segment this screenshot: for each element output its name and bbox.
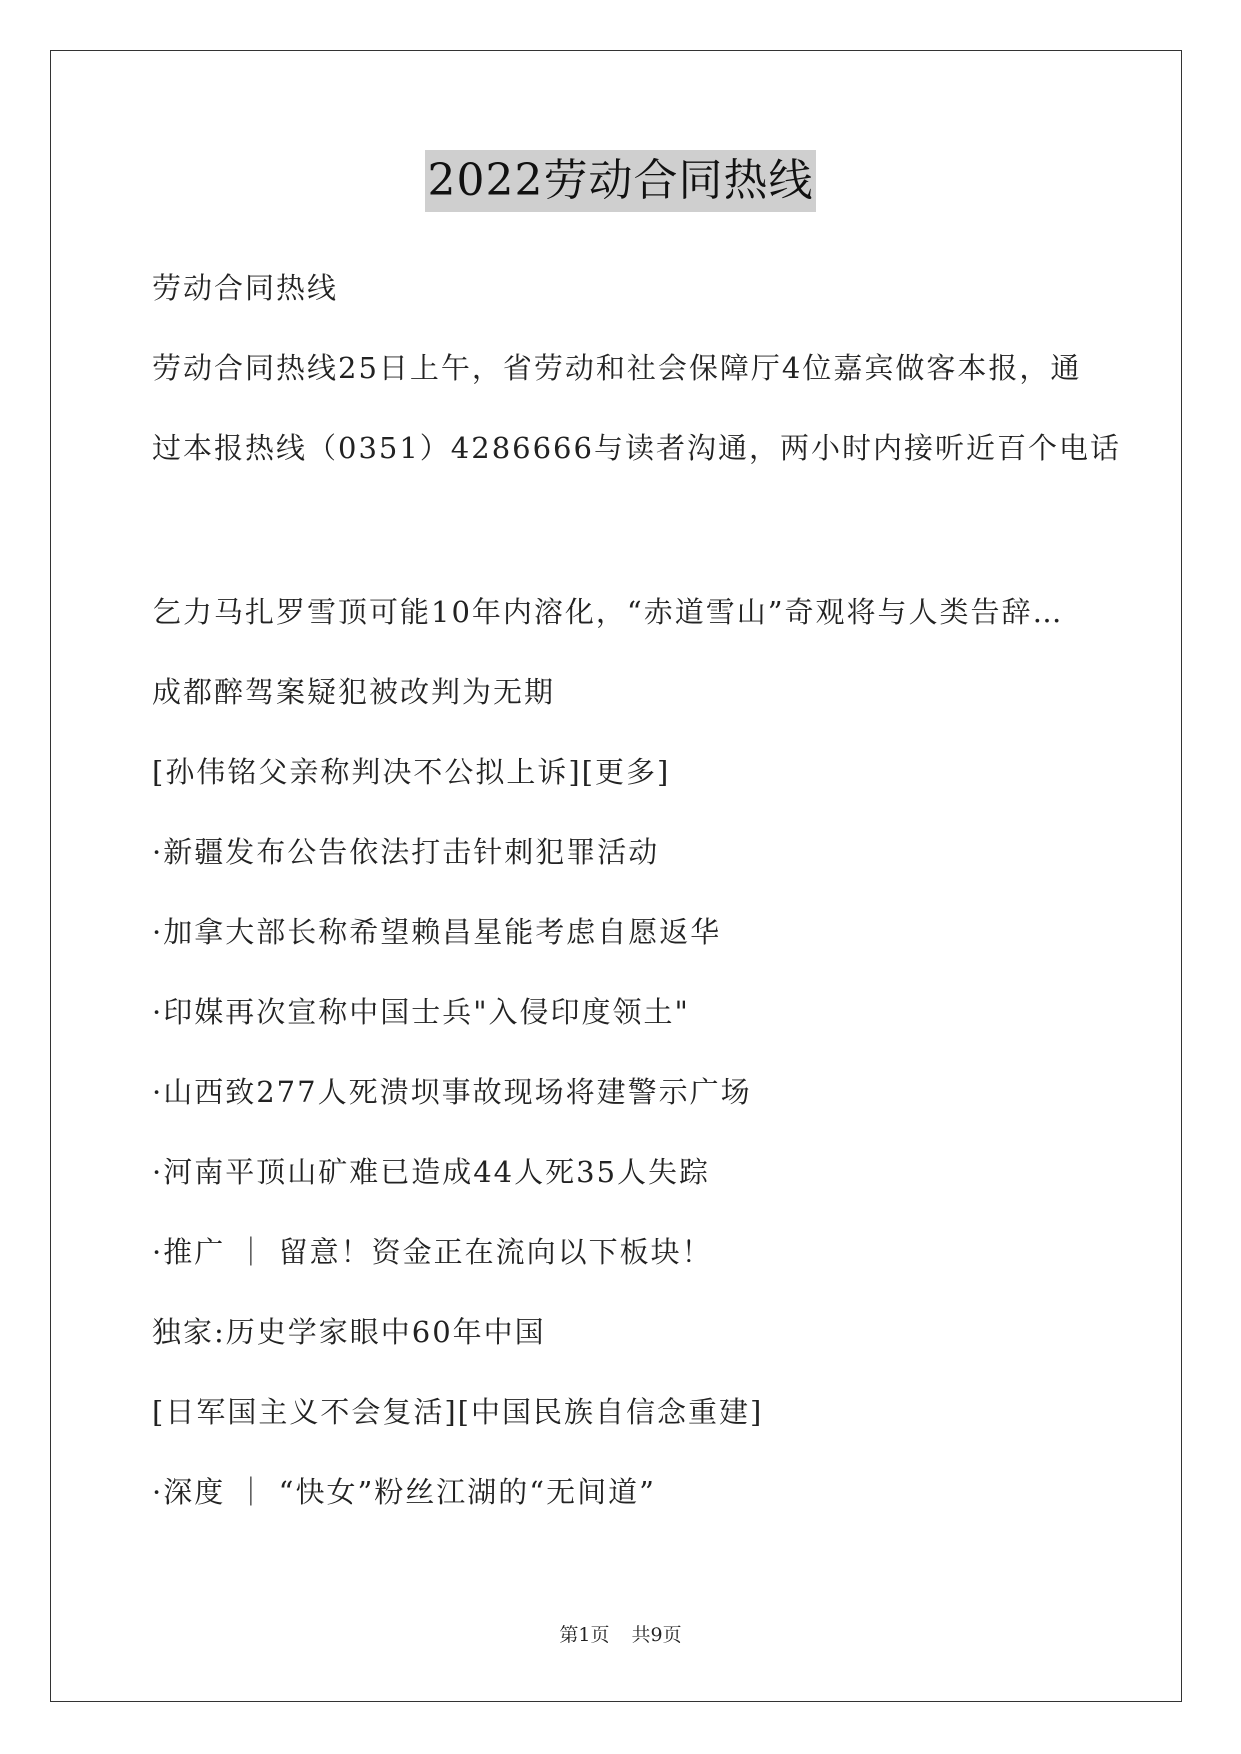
list-item: ·深度 ｜ “快女”粉丝江湖的“无间道” bbox=[152, 1475, 656, 1509]
title-container bbox=[0, 150, 1241, 212]
paragraph-line: 成都醉驾案疑犯被改判为无期 bbox=[152, 675, 556, 709]
paragraph-line: 过本报热线（0351）4286666与读者沟通，两小时内接听近百个电话 bbox=[152, 431, 1121, 465]
paragraph-line: 独家:历史学家眼中60年中国 bbox=[152, 1315, 546, 1349]
list-item: ·加拿大部长称希望赖昌星能考虑自愿返华 bbox=[152, 915, 722, 949]
paragraph-line: 劳动合同热线 bbox=[152, 271, 339, 305]
document-title: 2022劳动合同热线 bbox=[425, 150, 817, 212]
list-item: ·河南平顶山矿难已造成44人死35人失踪 bbox=[152, 1155, 711, 1189]
list-item: ·山西致277人死溃坝事故现场将建警示广场 bbox=[152, 1075, 752, 1109]
page-total: 共9页 bbox=[631, 1624, 682, 1646]
paragraph-line: [孙伟铭父亲称判决不公拟上诉][更多] bbox=[152, 755, 671, 789]
paragraph-line: 乞力马扎罗雪顶可能10年内溶化，“赤道雪山”奇观将与人类告辞… bbox=[152, 595, 1064, 629]
list-item: ·推广 ｜ 留意！资金正在流向以下板块！ bbox=[152, 1235, 713, 1269]
list-item: ·新疆发布公告依法打击针刺犯罪活动 bbox=[152, 835, 660, 869]
paragraph-line: [日军国主义不会复活][中国民族自信念重建] bbox=[152, 1395, 764, 1429]
page-number: 第1页 bbox=[559, 1624, 610, 1646]
list-item: ·印媒再次宣称中国士兵"入侵印度领土" bbox=[152, 995, 690, 1029]
paragraph-line: 劳动合同热线25日上午，省劳动和社会保障厅4位嘉宾做客本报，通 bbox=[152, 351, 1082, 385]
page-footer bbox=[0, 1620, 1241, 1647]
